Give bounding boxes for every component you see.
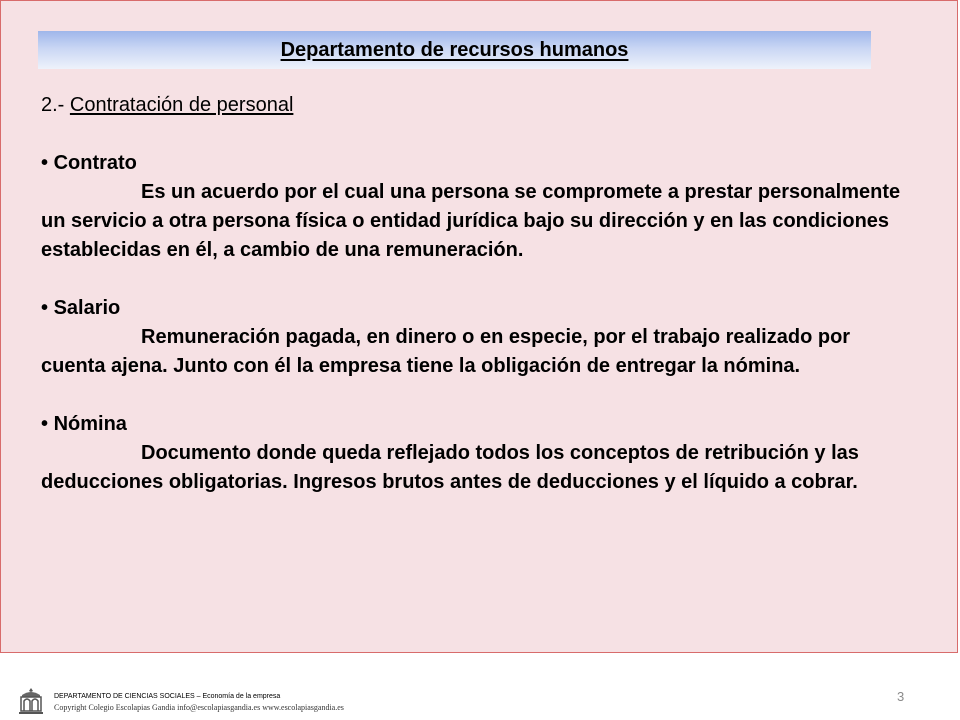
bullet: • bbox=[41, 413, 49, 435]
section-heading-text: Contrato bbox=[53, 152, 137, 174]
subtitle-text: Contratación de personal bbox=[69, 94, 294, 116]
section-heading bbox=[41, 294, 911, 323]
section-heading-text: Salario bbox=[53, 297, 121, 319]
section-heading bbox=[41, 410, 911, 439]
section-body: Remuneración pagada, en dinero o en especie, por el trabajo realizado por cuenta ajena. Junto con él la empresa tiene la obligación de entregar la nómina. bbox=[41, 326, 851, 377]
subtitle-prefix: 2.- bbox=[41, 94, 70, 116]
page-number: 3 bbox=[897, 689, 905, 704]
section-contrato bbox=[41, 149, 911, 265]
bullet: • bbox=[41, 297, 49, 319]
section-body: Documento donde queda reflejado todos los conceptos de retribución y las deducciones obligatorias. Ingresos brutos antes de deducciones y el líquido a cobrar. bbox=[41, 442, 859, 493]
section-nomina bbox=[41, 410, 911, 497]
section-salario bbox=[41, 294, 911, 381]
subtitle bbox=[41, 91, 911, 120]
bullet: • bbox=[41, 152, 49, 174]
slide-title: Departamento de recursos humanos bbox=[280, 38, 629, 61]
school-crest-icon bbox=[16, 687, 46, 715]
title-bar bbox=[38, 31, 871, 69]
slide-content bbox=[41, 91, 911, 526]
section-heading bbox=[41, 149, 911, 178]
footer-department: DEPARTAMENTO DE CIENCIAS SOCIALES – Economía de la empresa bbox=[54, 693, 281, 700]
footer-copyright: Copyright Colegio Escolapias Gandia info@escolapiasgandia.es www.escolapiasgandia.es bbox=[54, 703, 344, 712]
section-body: Es un acuerdo por el cual una persona se compromete a prestar personalmente un servicio a otra persona física o entidad jurídica bajo su dirección y en las condiciones establecidas en él, a cambio de una remuneración. bbox=[41, 181, 901, 261]
section-heading-text: Nómina bbox=[53, 413, 127, 435]
